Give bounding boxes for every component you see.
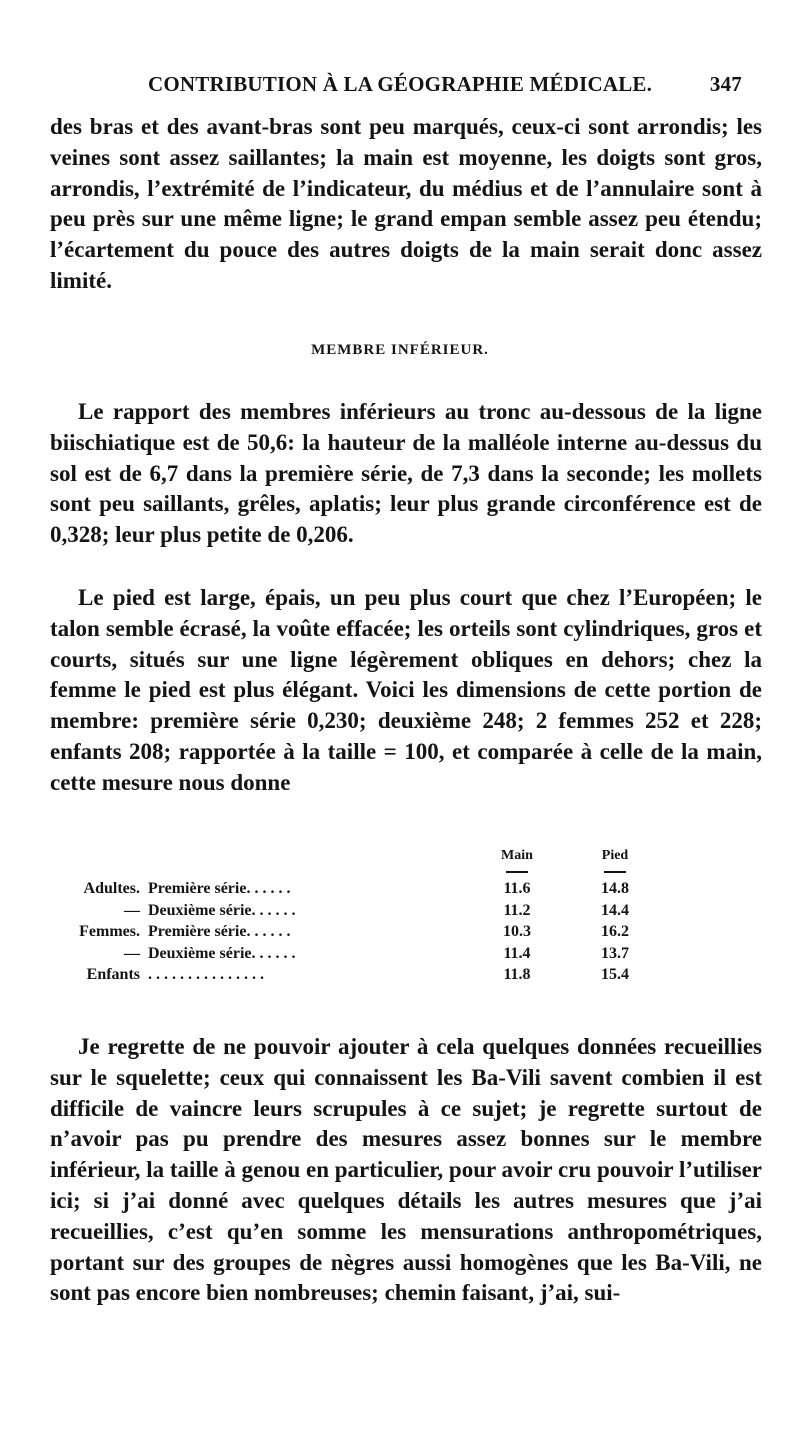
table-row	[60, 945, 700, 967]
measurement-table	[60, 848, 700, 988]
paragraph-legs	[50, 397, 762, 551]
cell-pied: 16.2	[601, 923, 629, 940]
paragraph-text: Le rapport des membres inférieurs au tronc au-dessous de la ligne biischiatique est de 50,6: la hauteur de la malléole interne au-dessus du sol est de 6,7 dans la première série, de 7,3 dans la seconde; les mollets sont peu saillants, grêles, aplatis; leur plus grande circonférence est de 0,328; leur plus petite de 0,206.	[50, 399, 762, 548]
row-group: Adultes.	[83, 880, 140, 897]
cell-main: 11.2	[503, 901, 531, 919]
cell-pied: 15.4	[601, 966, 629, 983]
paragraph-text: Le pied est large, épais, un peu plus court que chez l’Européen; le talon semble écrasé, la voûte effacée; les orteils sont cylindriques, gros et courts, situés sur une ligne légèrement obliques en dehors; chez la femme le pied est plus élégant. Voici les dimensions de cette portion de membre: première série 0,230; deuxième 248; 2 femmes 252 et 228; enfants 208; rapportée à la taille = 100, et comparée à celle de la main, cette mesure nous donne	[50, 585, 762, 795]
row-label: Première série. . . . . .	[148, 880, 291, 897]
paragraph-text: Je regrette de ne pouvoir ajouter à cela quelques données recueillies sur le squelette; ceux qui connaissent les Ba-Vili savent combien il est difficile de vaincre leurs scrupules à ce sujet; je regrette surtout de n’avoir pas pu prendre des mesures assez bonnes sur le membre inférieur, la taille à genou en particulier, pour avoir cru pouvoir l’utiliser ici; si j’ai donné avec quelques détails les autres mesures que j’ai recueillies, c’est qu’en somme les mensurations anthropométriques, portant sur des groupes de nègres aussi homogènes que les Ba-Vili, ne sont pas encore bien nombreuses; chemin faisant, j’ai, sui-	[50, 1034, 762, 1306]
paragraph-arms	[50, 112, 762, 297]
row-group: —	[124, 901, 140, 919]
row-group: —	[124, 944, 140, 962]
cell-main: 11.6	[503, 880, 531, 897]
table-row	[60, 902, 700, 924]
column-header-pied: Pied	[601, 848, 629, 863]
table-row	[60, 966, 700, 988]
section-heading: MEMBRE INFÉRIEUR.	[311, 342, 489, 358]
table-row	[60, 923, 700, 945]
cell-main: 11.8	[503, 966, 531, 983]
running-header	[148, 72, 742, 97]
row-group: Enfants	[86, 966, 140, 983]
cell-main: 11.4	[503, 944, 531, 962]
cell-main: 10.3	[503, 923, 531, 940]
row-label: . . . . . . . . . . . . . . .	[148, 966, 264, 983]
table-row	[60, 880, 700, 902]
table-header	[60, 848, 700, 870]
cell-pied: 14.4	[601, 901, 629, 919]
paragraph-skeleton	[50, 1032, 762, 1309]
cell-pied: 13.7	[601, 944, 629, 962]
cell-pied: 14.8	[601, 880, 629, 897]
header-rule	[506, 871, 528, 873]
column-header-main: Main	[501, 848, 533, 863]
row-group: Femmes.	[79, 923, 140, 940]
paragraph-text: des bras et des avant-bras sont peu marqués, ceux-ci sont arrondis; les veines sont assez saillantes; la main est moyenne, les doigts sont gros, arrondis, l’extrémité de l’indicateur, du médius et de l’annulaire sont à peu près sur une même ligne; le grand empan semble assez peu étendu; l’écartement du pouce des autres doigts de la main serait donc assez limité.	[50, 114, 762, 293]
row-label: Première série. . . . . .	[148, 923, 291, 940]
row-label: Deuxième série. . . . . .	[148, 901, 296, 919]
row-label: Deuxième série. . . . . .	[148, 944, 296, 962]
running-title: CONTRIBUTION À LA GÉOGRAPHIE MÉDICALE.	[148, 72, 653, 96]
page-number: 347	[709, 72, 742, 96]
header-rule	[604, 871, 626, 873]
paragraph-foot	[50, 583, 762, 799]
